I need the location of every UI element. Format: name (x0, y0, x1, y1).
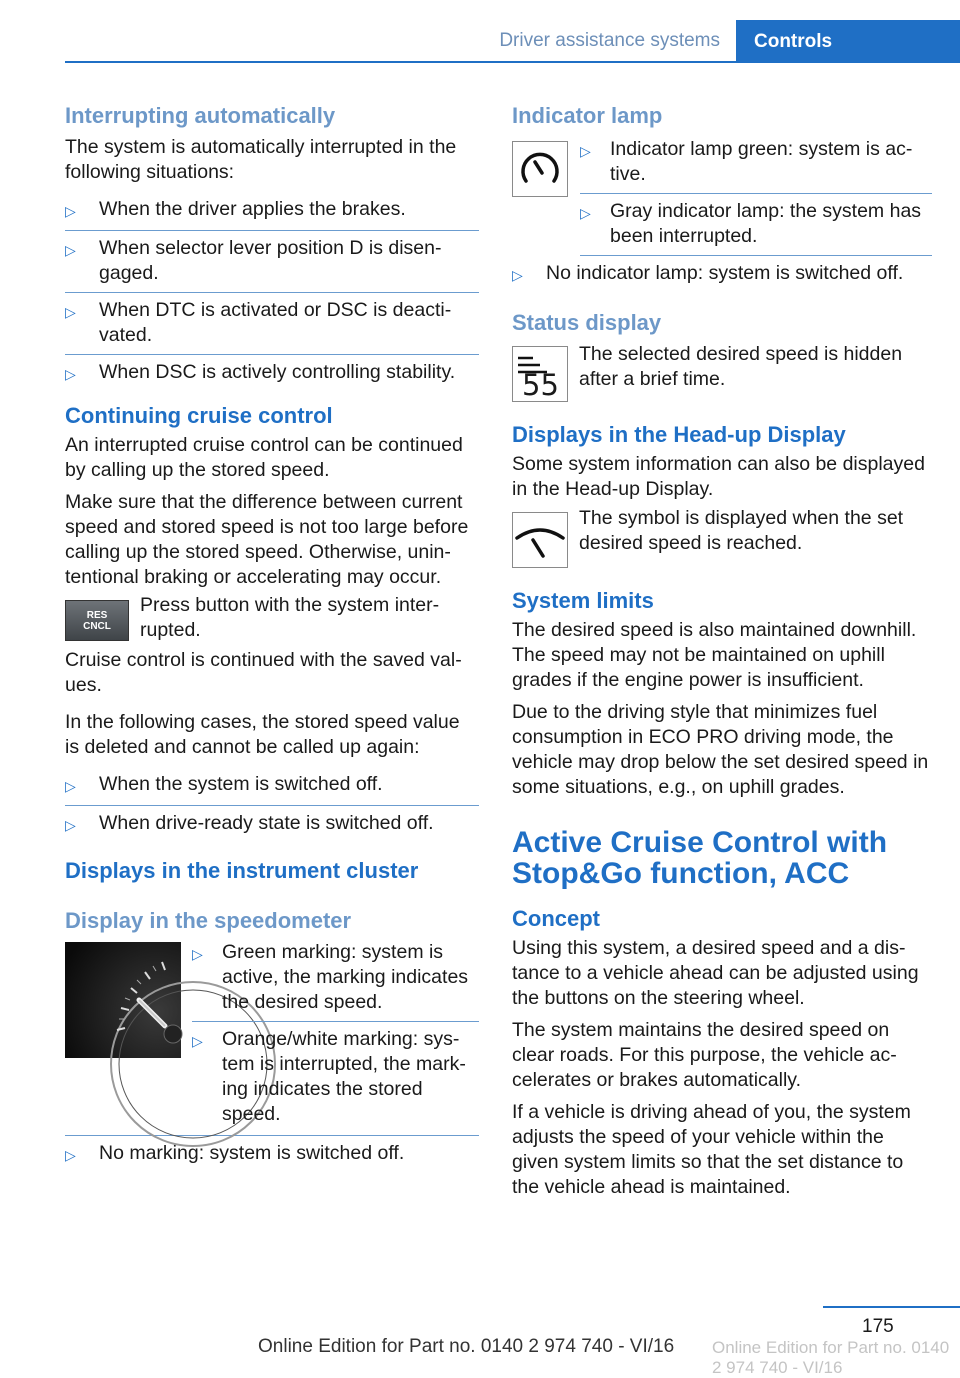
list-item: ▷ Orange/white marking: system is interrupted, the marking indicates the stored speed. (192, 1028, 466, 1125)
triangle-bullet-icon: ▷ (192, 1033, 203, 1049)
para-concept-3: If a vehicle is driving ahead of you, the system adjusts the speed of your vehicle within the given system limits so that the set distance to the vehicle ahead is maintained. (512, 1101, 911, 1198)
header-rule (65, 61, 960, 63)
triangle-bullet-icon: ▷ (65, 242, 76, 258)
list-item: ▷ No indicator lamp: system is switched off. (512, 256, 932, 294)
right-column (512, 101, 932, 1207)
list-item: ▷ When selector lever position D is disengaged. (65, 231, 479, 293)
heading-speedometer: Display in the speedometer (65, 908, 352, 933)
triangle-bullet-icon: ▷ (580, 205, 591, 221)
heading-head-up-display: Displays in the Head-up Display (512, 422, 846, 447)
edition-footer: Online Edition for Part no. 0140 2 974 740 - VI/16 (258, 1336, 675, 1357)
list-indicator (580, 137, 932, 256)
desired-speed-status-icon (512, 346, 568, 402)
para-concept-1: Using this system, a desired speed and a distance to a vehicle ahead can be adjusted using the buttons on the steering wheel. (512, 937, 919, 1009)
footer-rule (823, 1306, 960, 1308)
list-speedometer (192, 940, 479, 1133)
heading-instrument-cluster: Displays in the instrument cluster (65, 858, 419, 883)
speedometer-image (65, 942, 181, 1058)
list-item: ▷ When DSC is actively controlling stability. (65, 355, 479, 393)
triangle-bullet-icon: ▷ (65, 366, 76, 382)
cruise-control-indicator-icon (512, 141, 568, 197)
triangle-bullet-icon: ▷ (65, 1147, 76, 1163)
hud-symbol-row (512, 507, 932, 568)
triangle-bullet-icon: ▷ (512, 267, 523, 283)
list-item: ▷ Indicator lamp green: system is active. (580, 137, 932, 194)
para-limits-1: The desired speed is also maintained downhill. The speed may not be maintained on uphill grades if the engine power is insufficient. (512, 619, 917, 691)
para-interrupt: The system is automatically interrupted in the following situations: (65, 136, 457, 183)
triangle-bullet-icon: ▷ (65, 203, 76, 219)
list-cases (65, 767, 479, 844)
list-item: ▷ No marking: system is switched off. (65, 1135, 479, 1174)
heading-system-limits: System limits (512, 588, 654, 613)
triangle-bullet-icon: ▷ (65, 817, 76, 833)
triangle-bullet-icon: ▷ (65, 778, 76, 794)
para-status: The selected desired speed is hidden after a brief time. (579, 343, 903, 390)
heading-interrupting: Interrupting automatically (65, 103, 336, 128)
page-number: 175 (862, 1316, 894, 1337)
list-item: ▷ Green marking: system is active, the marking indicates the desired speed. (192, 940, 479, 1022)
heading-acc: Active Cruise Control with Stop&Go function, ACC (512, 826, 888, 890)
heading-indicator-lamp: Indicator lamp (512, 103, 663, 128)
para-continue-2: Make sure that the difference between current speed and stored speed is not too large before calling up the stored speed. Otherwise, unintentional braking or accelerating may occur. (65, 491, 469, 588)
para-hud-symbol: The symbol is displayed when the set desired speed is reached. (579, 507, 904, 554)
list-item: ▷ When the driver applies the brakes. (65, 192, 479, 231)
heading-continuing: Continuing cruise control (65, 403, 333, 428)
status-row (512, 342, 932, 402)
para-hud: Some system information can also be displayed in the Head-up Display. (512, 453, 925, 500)
para-continue-1: An interrupted cruise control can be continued by calling up the stored speed. (65, 434, 463, 481)
triangle-bullet-icon: ▷ (580, 143, 591, 159)
heading-status-display: Status display (512, 310, 662, 335)
left-column (65, 101, 479, 1174)
res-cncl-button-icon: RES CNCL (65, 600, 129, 641)
watermark: Online Edition for Part no. 0140 2 974 740 - VI/16 (712, 1338, 950, 1377)
para-continued: Cruise control is continued with the saved values. (65, 649, 462, 696)
list-item: ▷ Gray indicator lamp: the system has been interrupted. (580, 194, 932, 256)
hud-speed-reached-icon (512, 512, 568, 568)
speedometer-row (65, 940, 479, 1133)
list-item: ▷ When DTC is activated or DSC is deactivated. (65, 293, 479, 355)
list-item: ▷ When drive-ready state is switched off. (65, 806, 479, 844)
para-concept-2: The system maintains the desired speed on clear roads. For this purpose, the vehicle accelerates or brakes automatically. (512, 1019, 897, 1091)
status-speed-value: 55 (522, 368, 559, 402)
para-press-button: Press button with the system interrupted. (140, 594, 440, 641)
header-section-title: Driver assistance systems (499, 30, 720, 51)
list-interrupt (65, 192, 479, 393)
header-chapter-tab: Controls (736, 20, 960, 63)
para-cases: In the following cases, the stored speed value is deleted and cannot be called up again: (65, 711, 460, 758)
indicator-row (512, 137, 932, 256)
para-limits-2: Due to the driving style that minimizes fuel consumption in ECO PRO driving mode, the vehicle may drop below the set desired speed in some situations, e.g., on uphill grades. (512, 701, 929, 798)
res-button-row (65, 594, 479, 643)
triangle-bullet-icon: ▷ (65, 304, 76, 320)
list-item: ▷ When the system is switched off. (65, 767, 479, 806)
heading-concept: Concept (512, 906, 600, 931)
triangle-bullet-icon: ▷ (192, 946, 203, 962)
